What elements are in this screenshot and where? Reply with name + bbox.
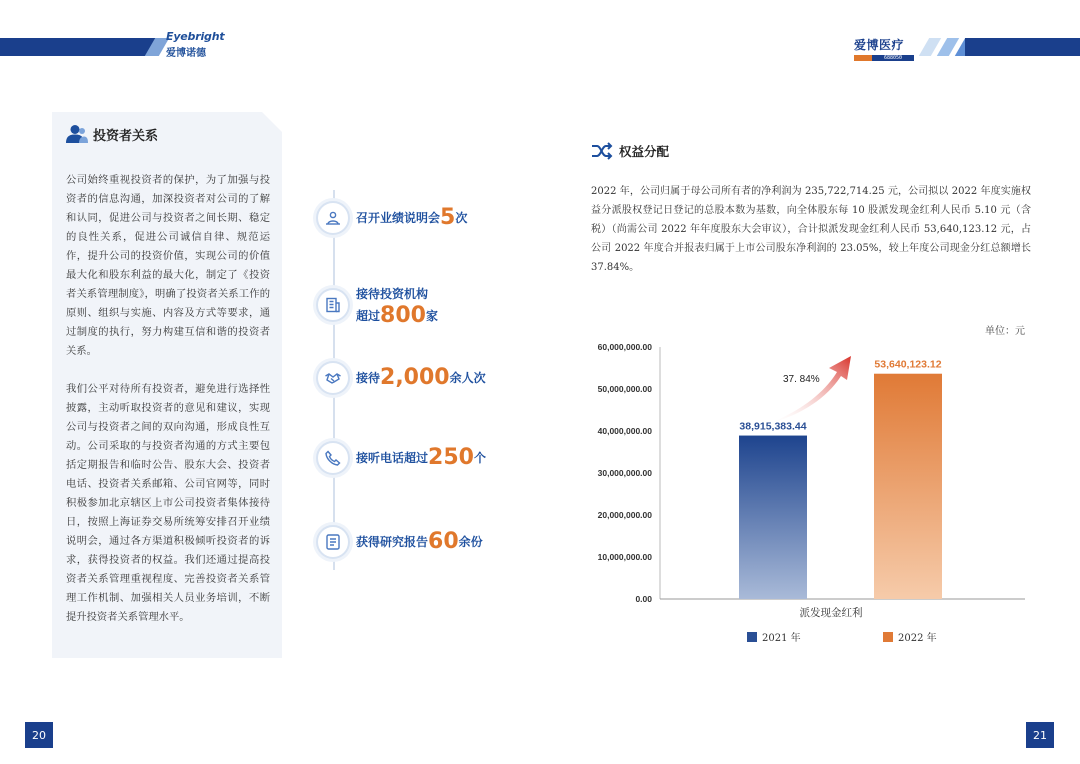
investor-relations-text bbox=[66, 171, 270, 627]
data-label: 53,640,123.12 bbox=[874, 358, 942, 371]
logo-cn: 爱博诺德 bbox=[166, 48, 206, 59]
timeline-number: 2,000 bbox=[380, 365, 450, 390]
eyebright-logo bbox=[166, 30, 228, 60]
dividend-text: 2022 年，公司归属于母公司所有者的净利润为 235,722,714.25 元，公司拟以 2022 年度实施权益分派股权登记日登记的总股本数为基数，向全体股东每 10 股派发现金红利人民币 5.10 元（含税）（尚需公司 2022 年年度股东大会审议），合计拟派发现金红利人民币 53,640,123.12 元，占公司 2022 年度合并报表归属于上市公司股东净利润的 23.05%，较上年度公司现金分红总额增长 37.84%。 bbox=[591, 186, 1031, 273]
building-icon bbox=[324, 296, 342, 314]
growth-annotation: 37. 84% bbox=[783, 374, 820, 385]
timeline-label: 获得研究报告 bbox=[356, 535, 429, 549]
dividend-title: 权益分配 bbox=[619, 144, 670, 159]
logo-right-code-bar bbox=[854, 55, 914, 61]
dividend-chart bbox=[585, 332, 1035, 652]
logo-right-cn: 爱博医疗 bbox=[854, 38, 905, 52]
timeline-icon-circle bbox=[316, 525, 350, 559]
timeline-item-reports bbox=[316, 525, 483, 559]
presentation-icon bbox=[324, 209, 342, 227]
phone-icon bbox=[324, 449, 342, 467]
legend-label: 2022 年 bbox=[898, 633, 937, 644]
timeline-unit: 余人次 bbox=[449, 371, 486, 385]
y-tick-label: 50,000,000.00 bbox=[597, 384, 652, 394]
page-number-left: 20 bbox=[25, 722, 53, 748]
timeline-text bbox=[356, 207, 467, 229]
y-tick-label: 0.00 bbox=[635, 594, 652, 604]
timeline-icon-circle bbox=[316, 441, 350, 475]
timeline-unit: 次 bbox=[455, 211, 468, 225]
paragraph: 公司始终重视投资者的保护，为了加强与投资者的信息沟通，加深投资者对公司的了解和认同，促进公司与投资者之间长期、稳定的良性关系，促进公司诚信自律、规范运作，提升公司的投资价值，实现公司的价值最大化和股东利益的最大化，制定了《投资者关系管理制度》，明确了投资者关系工作的原则、组织与实施、内容及方式等要求，通过制度的执行，努力构建互信和谐的投资者关系。 bbox=[66, 174, 270, 357]
timeline-number: 250 bbox=[428, 445, 474, 470]
header-left-bar bbox=[0, 38, 158, 56]
timeline-text bbox=[356, 367, 486, 389]
y-tick-label: 10,000,000.00 bbox=[597, 552, 652, 562]
growth-arrow bbox=[767, 356, 851, 424]
page-number-right: 21 bbox=[1026, 722, 1054, 748]
timeline-item-institutions bbox=[316, 283, 438, 327]
person-icon bbox=[66, 123, 88, 145]
y-tick-label: 60,000,000.00 bbox=[597, 342, 652, 352]
timeline-number: 5 bbox=[440, 205, 456, 230]
legend-swatch bbox=[747, 632, 757, 642]
logo-en: Eyebright bbox=[166, 30, 225, 43]
y-tick-label: 20,000,000.00 bbox=[597, 510, 652, 520]
report-icon bbox=[324, 533, 342, 551]
y-tick-label: 30,000,000.00 bbox=[597, 468, 652, 478]
timeline-icon-circle bbox=[316, 201, 350, 235]
timeline-unit: 个 bbox=[473, 451, 486, 465]
category-label: 派发现金红利 bbox=[799, 607, 863, 619]
timeline-number: 60 bbox=[428, 529, 459, 554]
timeline-text bbox=[356, 283, 438, 327]
timeline-item-visitors bbox=[316, 361, 486, 395]
investor-relations-heading bbox=[66, 123, 158, 145]
aibo-logo bbox=[854, 36, 914, 60]
investor-relations-title: 投资者关系 bbox=[93, 128, 159, 144]
timeline-unit: 余份 bbox=[458, 535, 483, 549]
timeline-text bbox=[356, 531, 483, 553]
timeline-label: 召开业绩说明会 bbox=[356, 211, 441, 225]
timeline-label: 接待 bbox=[356, 371, 381, 385]
dividend-heading bbox=[591, 140, 669, 162]
shuffle-icon bbox=[591, 140, 613, 162]
legend-swatch bbox=[883, 632, 893, 642]
chart-unit: 单位：元 bbox=[985, 326, 1025, 337]
timeline-text bbox=[356, 447, 486, 469]
timeline-label: 接听电话超过 bbox=[356, 451, 429, 465]
timeline-number: 800 bbox=[380, 303, 426, 328]
timeline-label: 接待投资机构 bbox=[356, 287, 429, 301]
y-tick-label: 40,000,000.00 bbox=[597, 426, 652, 436]
header-right-bar bbox=[965, 38, 1080, 56]
bar-2021 bbox=[739, 436, 807, 599]
paragraph: 我们公平对待所有投资者，避免进行选择性披露，主动听取投资者的意见和建议，实现公司与投资者之间的双向沟通，形成良性互动。公司采取的与投资者沟通的方式主要包括定期报告和临时公告、股东大会、投资者电话、投资者关系邮箱、公司官网等，同时积极参加北京辖区上市公司投资者集体接待日，按照上海证券交易所统筹安排召开业绩说明会，通过各方渠道积极倾听投资者的诉求，获得投资者的权益。我们还通过提高投资者关系管理重视程度、完善投资者关系管理工作机制、加强相关人员业务培训，不断提升投资者关系管理水平。 bbox=[66, 383, 270, 623]
data-label: 38,915,383.44 bbox=[739, 420, 807, 433]
timeline-unit: 家 bbox=[425, 309, 438, 323]
timeline-icon-circle bbox=[316, 361, 350, 395]
legend-label: 2021 年 bbox=[762, 633, 801, 644]
logo-right-code: 688050 bbox=[872, 55, 914, 61]
bar-2022 bbox=[874, 374, 942, 599]
timeline-label: 超过 bbox=[356, 309, 381, 323]
timeline-item-briefing bbox=[316, 201, 467, 235]
handshake-icon bbox=[324, 369, 342, 387]
timeline-item-calls bbox=[316, 441, 486, 475]
timeline-icon-circle bbox=[316, 288, 350, 322]
